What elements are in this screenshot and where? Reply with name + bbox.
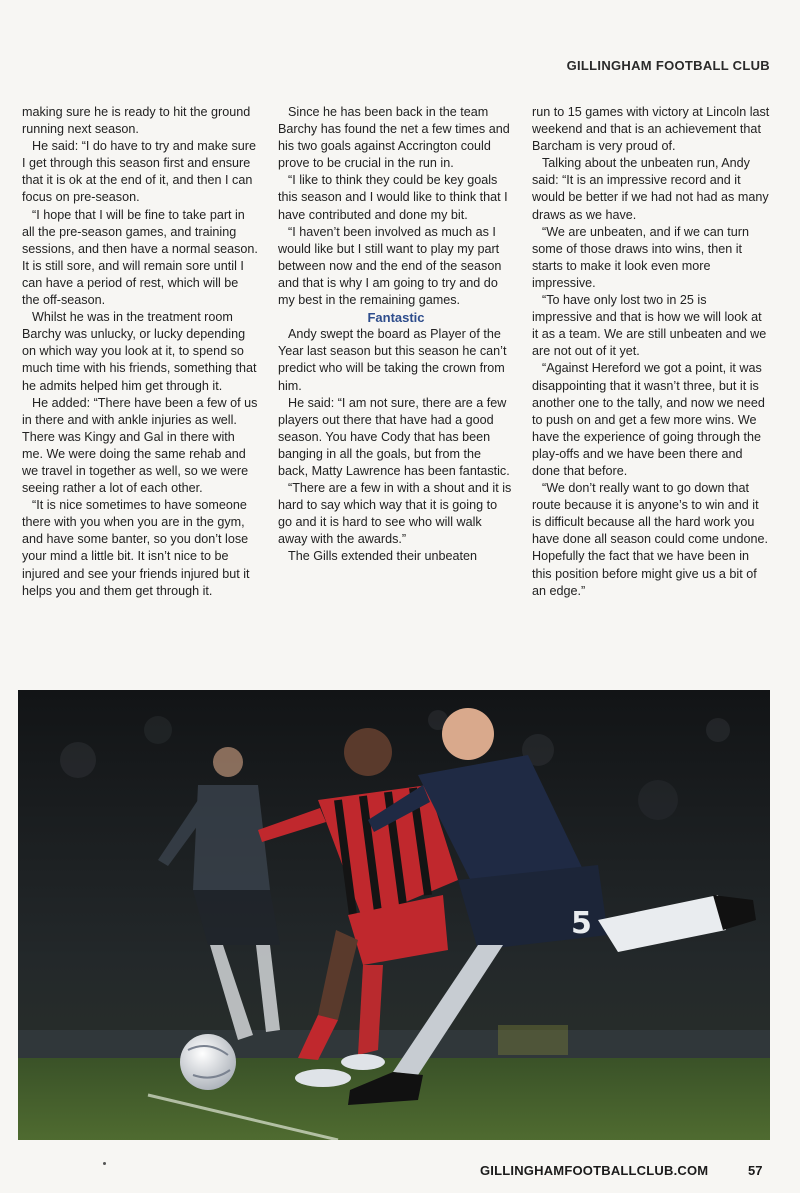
article-paragraph: “I haven’t been involved as much as I would like but I still want to play my part between now and the end of the season and that is why I am going to try and do my best in the remaining games. bbox=[278, 224, 502, 308]
article-paragraph: “I hope that I will be fine to take part in all the pre-season games, and training sessions, and then have a normal season. It is still sore, and will remain sore until I can have a period of rest, which will be the off-season. bbox=[22, 207, 258, 308]
column-2-part-a bbox=[278, 104, 514, 309]
article-paragraph: “To have only lost two in 25 is impressive and that is how we will look at it as a team. We are still unbeaten and we are not out of it yet. bbox=[532, 293, 767, 359]
article-paragraph: The Gills extended their unbeaten bbox=[288, 549, 478, 564]
article-column-1 bbox=[22, 104, 258, 600]
page-number: 57 bbox=[748, 1163, 763, 1178]
article-paragraph: “Against Hereford we got a point, it was disappointing that it wasn’t three, but it is another one to the tally, and now we need to push on and get a few more wins. We have the experience of going through the play-offs and we have been there and done that before. bbox=[532, 361, 765, 478]
article-paragraph: “It is nice sometimes to have someone there with you when you are in the gym, and have some banter, so you don’t lose your mind a little bit. It isn’t nice to be injured and see your friends injured but it helps you and them get through it. bbox=[22, 498, 250, 598]
subheading: Fantastic bbox=[367, 310, 425, 326]
match-photo bbox=[18, 690, 770, 1140]
article-column-2 bbox=[278, 104, 514, 566]
article-paragraph: He said: “I am not sure, there are a few players out there that have had a good season. You have Cody that has been banging in all the goals, but from the back, Matty Lawrence has been fantastic. bbox=[278, 395, 510, 478]
article-paragraph: making sure he is ready to hit the ground running next season. bbox=[22, 105, 251, 137]
article-paragraph: “We are unbeaten, and if we can turn some of those draws into wins, then it starts to make it look even more impressive. bbox=[532, 224, 749, 290]
column-2-part-b bbox=[278, 326, 514, 565]
article-paragraph: Since he has been back in the team Barchy has found the net a few times and his two goals against Accrington could prove to be crucial in the run in. bbox=[278, 105, 510, 171]
article-paragraph: “I like to think they could be key goals this season and I would like to think that I have contributed and done my bit. bbox=[278, 173, 508, 222]
article-column-3 bbox=[532, 104, 770, 600]
article-paragraph: run to 15 games with victory at Lincoln last weekend and that is an achievement that Barcham is very proud of. bbox=[532, 105, 770, 154]
article-paragraph: “We don’t really want to go down that route because it is anyone’s to win and it is difficult because all the hard work you have done all season could come undone. Hopefully the fact that we have been in this position before might give us a bit of an edge.” bbox=[532, 481, 768, 598]
footer-website: GILLINGHAMFOOTBALLCLUB.COM bbox=[480, 1163, 709, 1178]
article-paragraph: “There are a few in with a shout and it is hard to say which way that it is going to go and it is hard to see who will walk away with the awards.” bbox=[278, 481, 512, 547]
shirt-number: 5 bbox=[571, 906, 592, 941]
running-header: GILLINGHAM FOOTBALL CLUB bbox=[566, 58, 770, 73]
football bbox=[180, 1034, 236, 1090]
article-paragraph: Andy swept the board as Player of the Year last season but this season he can’t predict who will be taking the crown from him. bbox=[278, 327, 507, 393]
page-speck bbox=[103, 1162, 106, 1165]
article-paragraph: He added: “There have been a few of us in there and with ankle injuries as well. There was Kingy and Gal in there with me. We were doing the same rehab and we travel in together as well, so we were seeing rather a lot of each other. bbox=[22, 395, 258, 496]
advert-board bbox=[18, 1030, 770, 1060]
article-paragraph: Talking about the unbeaten run, Andy said: “It is an impressive record and it would be better if we had not had as many draws as we have. bbox=[532, 156, 769, 222]
article-paragraph: He said: “I do have to try and make sure I get through this season first and ensure that it is ok at the end of it, and then I can focus on pre-season. bbox=[22, 139, 257, 205]
article-paragraph: Whilst he was in the treatment room Barchy was unlucky, or lucky depending on which way you look at it, to spend so much time with his friends, something that he admits helped him get through it. bbox=[22, 310, 257, 393]
